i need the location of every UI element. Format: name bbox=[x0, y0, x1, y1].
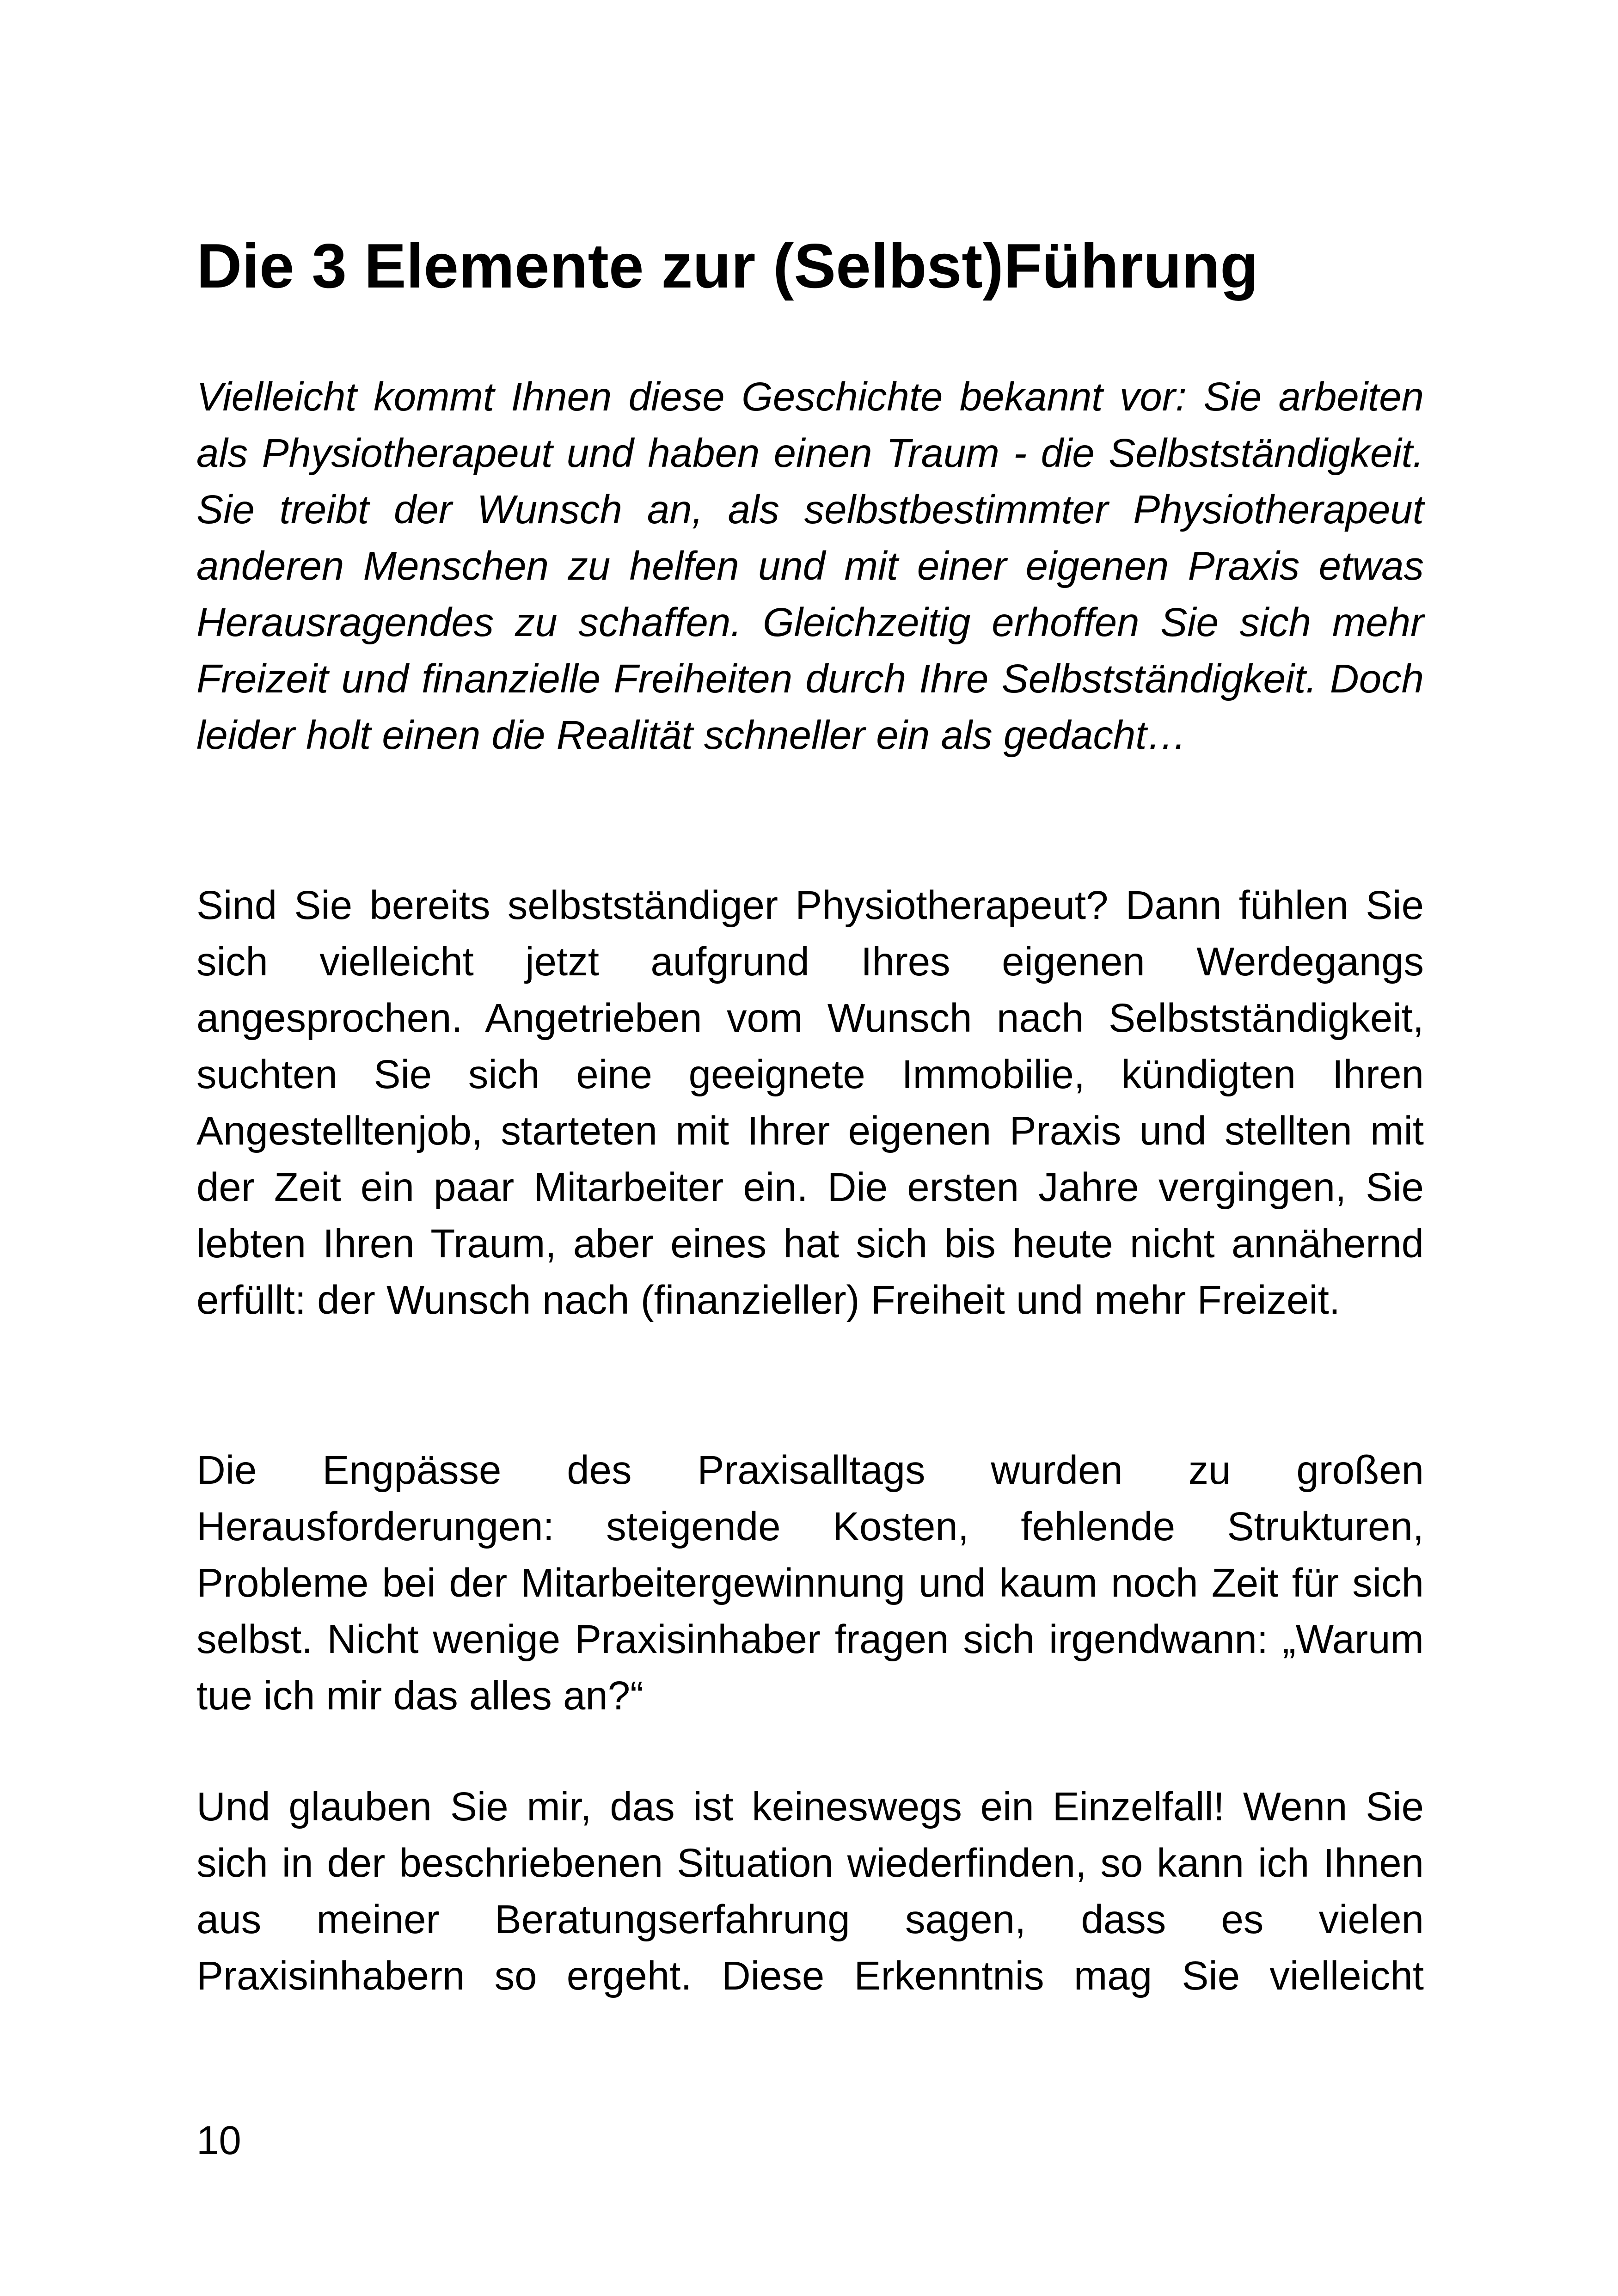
intro-paragraph: Vielleicht kommt Ihnen diese Geschichte bekannt vor: Sie arbeiten als Physiotherapeut und haben einen Traum - die Selbstständigkeit. Sie treibt der Wunsch an, als selbstbestimmter Physiotherapeut anderen Menschen zu helfen und mit einer eigenen Praxis etwas Herausragendes zu schaffen. Gleichzeitig erhoffen Sie sich mehr Freizeit und finanzielle Freiheiten durch Ihre Selbstständigkeit. Doch leider holt einen die Realität schneller ein als gedacht… bbox=[196, 374, 1424, 758]
page-number: 10 bbox=[196, 2118, 241, 2163]
chapter-heading: Die 3 Elemente zur (Selbst)Führung bbox=[196, 231, 1259, 301]
body-paragraph-2: Die Engpässe des Praxisalltags wurden zu großen Herausforderungen: steigende Kosten, fehlende Strukturen, Probleme bei der Mitarbeitergewinnung und kaum noch Zeit für sich selbst. Nicht wenige Praxisinhaber fragen sich irgendwann: „Warum tue ich mir das alles an?“ bbox=[196, 1448, 1424, 1718]
body-paragraph-3: Und glauben Sie mir, das ist keineswegs ein Einzelfall! Wenn Sie sich in der beschriebenen Situation wiederfinden, so kann ich Ihnen aus meiner Beratungserfahrung sagen, dass es vielen Praxisinhabern so ergeht. Diese Erkenntnis mag Sie vielleicht bbox=[196, 1784, 1424, 1998]
body-paragraph-1: Sind Sie bereits selbstständiger Physiotherapeut? Dann fühlen Sie sich vielleicht jetzt aufgrund Ihres eigenen Werdegangs angesprochen. Angetrieben vom Wunsch nach Selbstständigkeit, suchten Sie sich eine geeignete Immobilie, kündigten Ihren Angestelltenjob, starteten mit Ihrer eigenen Praxis und stellten mit der Zeit ein paar Mitarbeiter ein. Die ersten Jahre vergingen, Sie lebten Ihren Traum, aber eines hat sich bis heute nicht annähernd erfüllt: der Wunsch nach (finanzieller) Freiheit und mehr Freizeit. bbox=[196, 883, 1424, 1322]
